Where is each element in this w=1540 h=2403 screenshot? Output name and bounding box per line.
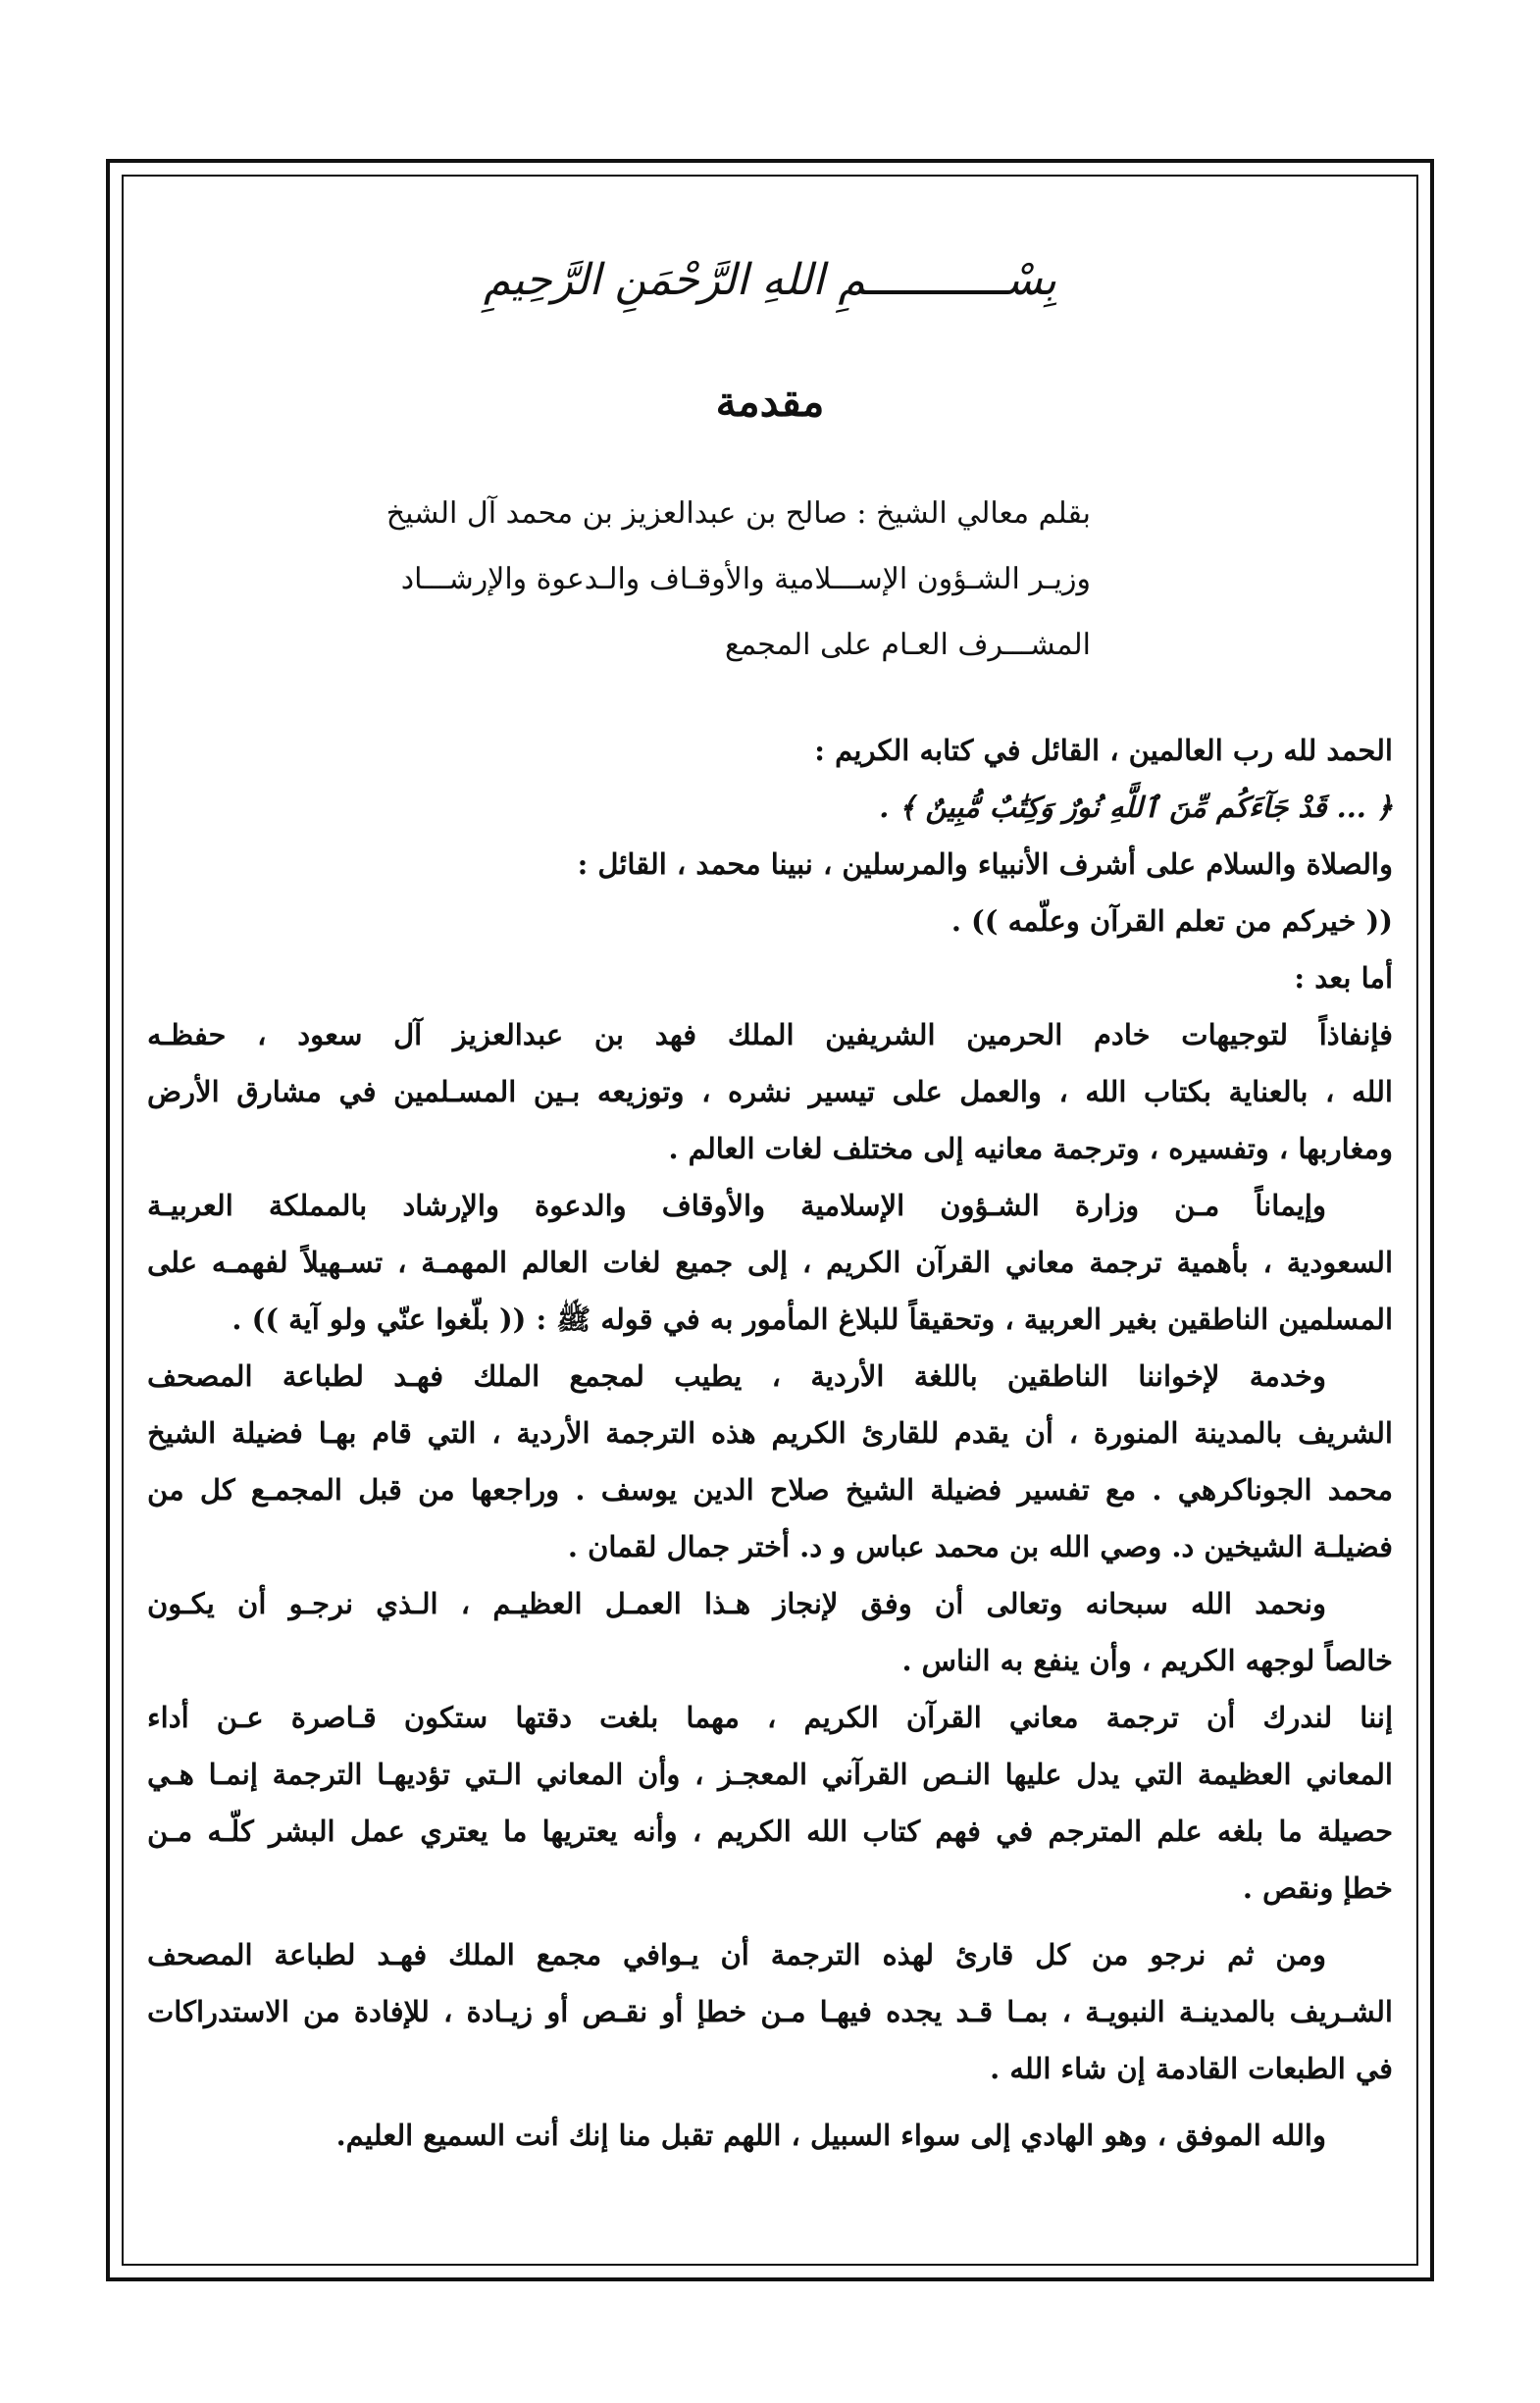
paragraph-line: الشـريف بالمدينـة النبويـة ، بمـا قـد يجده فيهـا مـن خطإ أو نقـص أو زيـادة ، للإفادة من الاستدراكات — [147, 1995, 1393, 2028]
para-limitations — [147, 1689, 1393, 1917]
paragraph-line: فإنفاذاً لتوجيهات خادم الحرمين الشريفين الملك فهد بن عبدالعزيز آل سعود ، حفظـه — [147, 1018, 1393, 1051]
spacer — [147, 2097, 1393, 2107]
opening-salat: والصلاة والسلام على أشرف الأنبياء والمرسلين ، نبينا محمد ، القائل : — [577, 847, 1393, 881]
paragraph-line: وإيماناً مـن وزارة الشـؤون الإسلامية والأوقاف والدعوة والإرشاد بالمملكة العربيـة — [147, 1189, 1326, 1222]
paragraph-line: الله ، بالعناية بكتاب الله ، والعمل على تيسير نشره ، وتوزيعه بـين المسـلمين في مشارق الأرض — [147, 1075, 1393, 1108]
paragraph-line: المسلمين الناطقين بغير العربية ، وتحقيقاً للبلاغ المأمور به في قوله ﷺ : (( بلّغوا عنّي ولو آية )) . — [231, 1303, 1393, 1336]
paragraph-line: الشريف بالمدينة المنورة ، أن يقدم للقارئ الكريم هذه الترجمة الأردية ، التي قام بهـا فضيلة الشيخ — [147, 1416, 1393, 1450]
paragraph-line: المعاني العظيمة التي يدل عليها النـص القرآني المعجـز ، وأن المعاني الـتي تؤديهـا الترجمة إنمـا هـي — [147, 1758, 1393, 1791]
paragraph-line: ومغاربها ، وتفسيره ، وترجمة معانيه إلى مختلف لغات العالم . — [668, 1132, 1393, 1165]
basmala-heading: بِسْـــــــــــمِ اللهِ الرَّحْمَنِ الرَّحِيمِ — [483, 255, 1057, 305]
spacer — [147, 1917, 1393, 1926]
paragraph-line: ومن ثم نرجو من كل قارئ لهذه الترجمة أن يـوافي مجمع الملك فهـد لطباعة المصحف — [147, 1938, 1326, 1971]
byline-line: بقلم معالي الشيخ : صالح بن عبدالعزيز بن محمد آل الشيخ — [385, 496, 1091, 531]
hadith-quote: (( خيركم من تعلم القرآن وعلّمه )) . — [950, 904, 1393, 938]
byline-line: وزيـر الشـؤون الإســـلامية والأوقـاف والـدعوة والإرشـــاد — [400, 562, 1091, 596]
byline-line: المشـــرف العـام على المجمع — [725, 628, 1091, 662]
para-implementation — [147, 1006, 1393, 1177]
paragraph-line: إننا لندرك أن ترجمة معاني القرآن الكريم ، مهما بلغت دقتها ستكون قـاصرة عـن أداء — [147, 1701, 1393, 1734]
quran-verse: ﴿ ... قَدْ جَآءَكُم مِّنَ ٱللَّهِ نُورٌ وَكِتَٰبٌ مُّبِينٌ ﴾ . — [879, 791, 1393, 824]
paragraph-line: خطإ ونقص . — [1242, 1871, 1393, 1905]
paragraph-line: حصيلة ما بلغه علم المترجم في فهم كتاب الله الكريم ، وأنه يعتريها ما يعتري عمل البشر كلّـه مـن — [147, 1815, 1393, 1848]
para-request — [147, 1926, 1393, 2097]
author-byline — [326, 481, 1091, 678]
paragraph-line: فضيلـة الشيخين د. وصي الله بن محمد عباس و د. أختر جمال لقمان . — [567, 1530, 1393, 1563]
document-page — [147, 186, 1393, 2256]
closing-prayer: والله الموفق ، وهو الهادي إلى سواء السبيل ، اللهم تقبل منا إنك أنت السميع العليم. — [335, 2119, 1326, 2152]
paragraph-line: وخدمة لإخواننا الناطقين باللغة الأردية ، يطيب لمجمع الملك فهـد لطباعة المصحف — [147, 1359, 1326, 1393]
paragraph-line: محمد الجوناكرهي . مع تفسير فضيلة الشيخ صلاح الدين يوسف . وراجعها من قبل المجمـع كل من — [147, 1473, 1393, 1507]
paragraph-line: خالصاً لوجهه الكريم ، وأن ينفع به الناس . — [901, 1644, 1393, 1677]
paragraph-line: ونحمد الله سبحانه وتعالى أن وفق لإنجاز هـذا العمـل العظيـم ، الـذي نرجـو أن يكـون — [147, 1587, 1326, 1620]
paragraph-line: في الطبعات القادمة إن شاء الله . — [990, 2052, 1393, 2085]
paragraph-line: السعودية ، بأهمية ترجمة معاني القرآن الكريم ، إلى جميع لغات العالم المهمـة ، تسـهيلاً لفهمـه على — [147, 1246, 1393, 1279]
page-title: مقدمة — [715, 378, 825, 426]
body-text — [147, 722, 1393, 2164]
para-ministry — [147, 1177, 1393, 1348]
para-urdu-translation — [147, 1348, 1393, 1575]
amma-bad: أما بعد : — [1294, 961, 1393, 995]
opening-hamd: الحمد لله رب العالمين ، القائل في كتابه الكريم : — [814, 734, 1393, 767]
para-gratitude — [147, 1575, 1393, 1689]
